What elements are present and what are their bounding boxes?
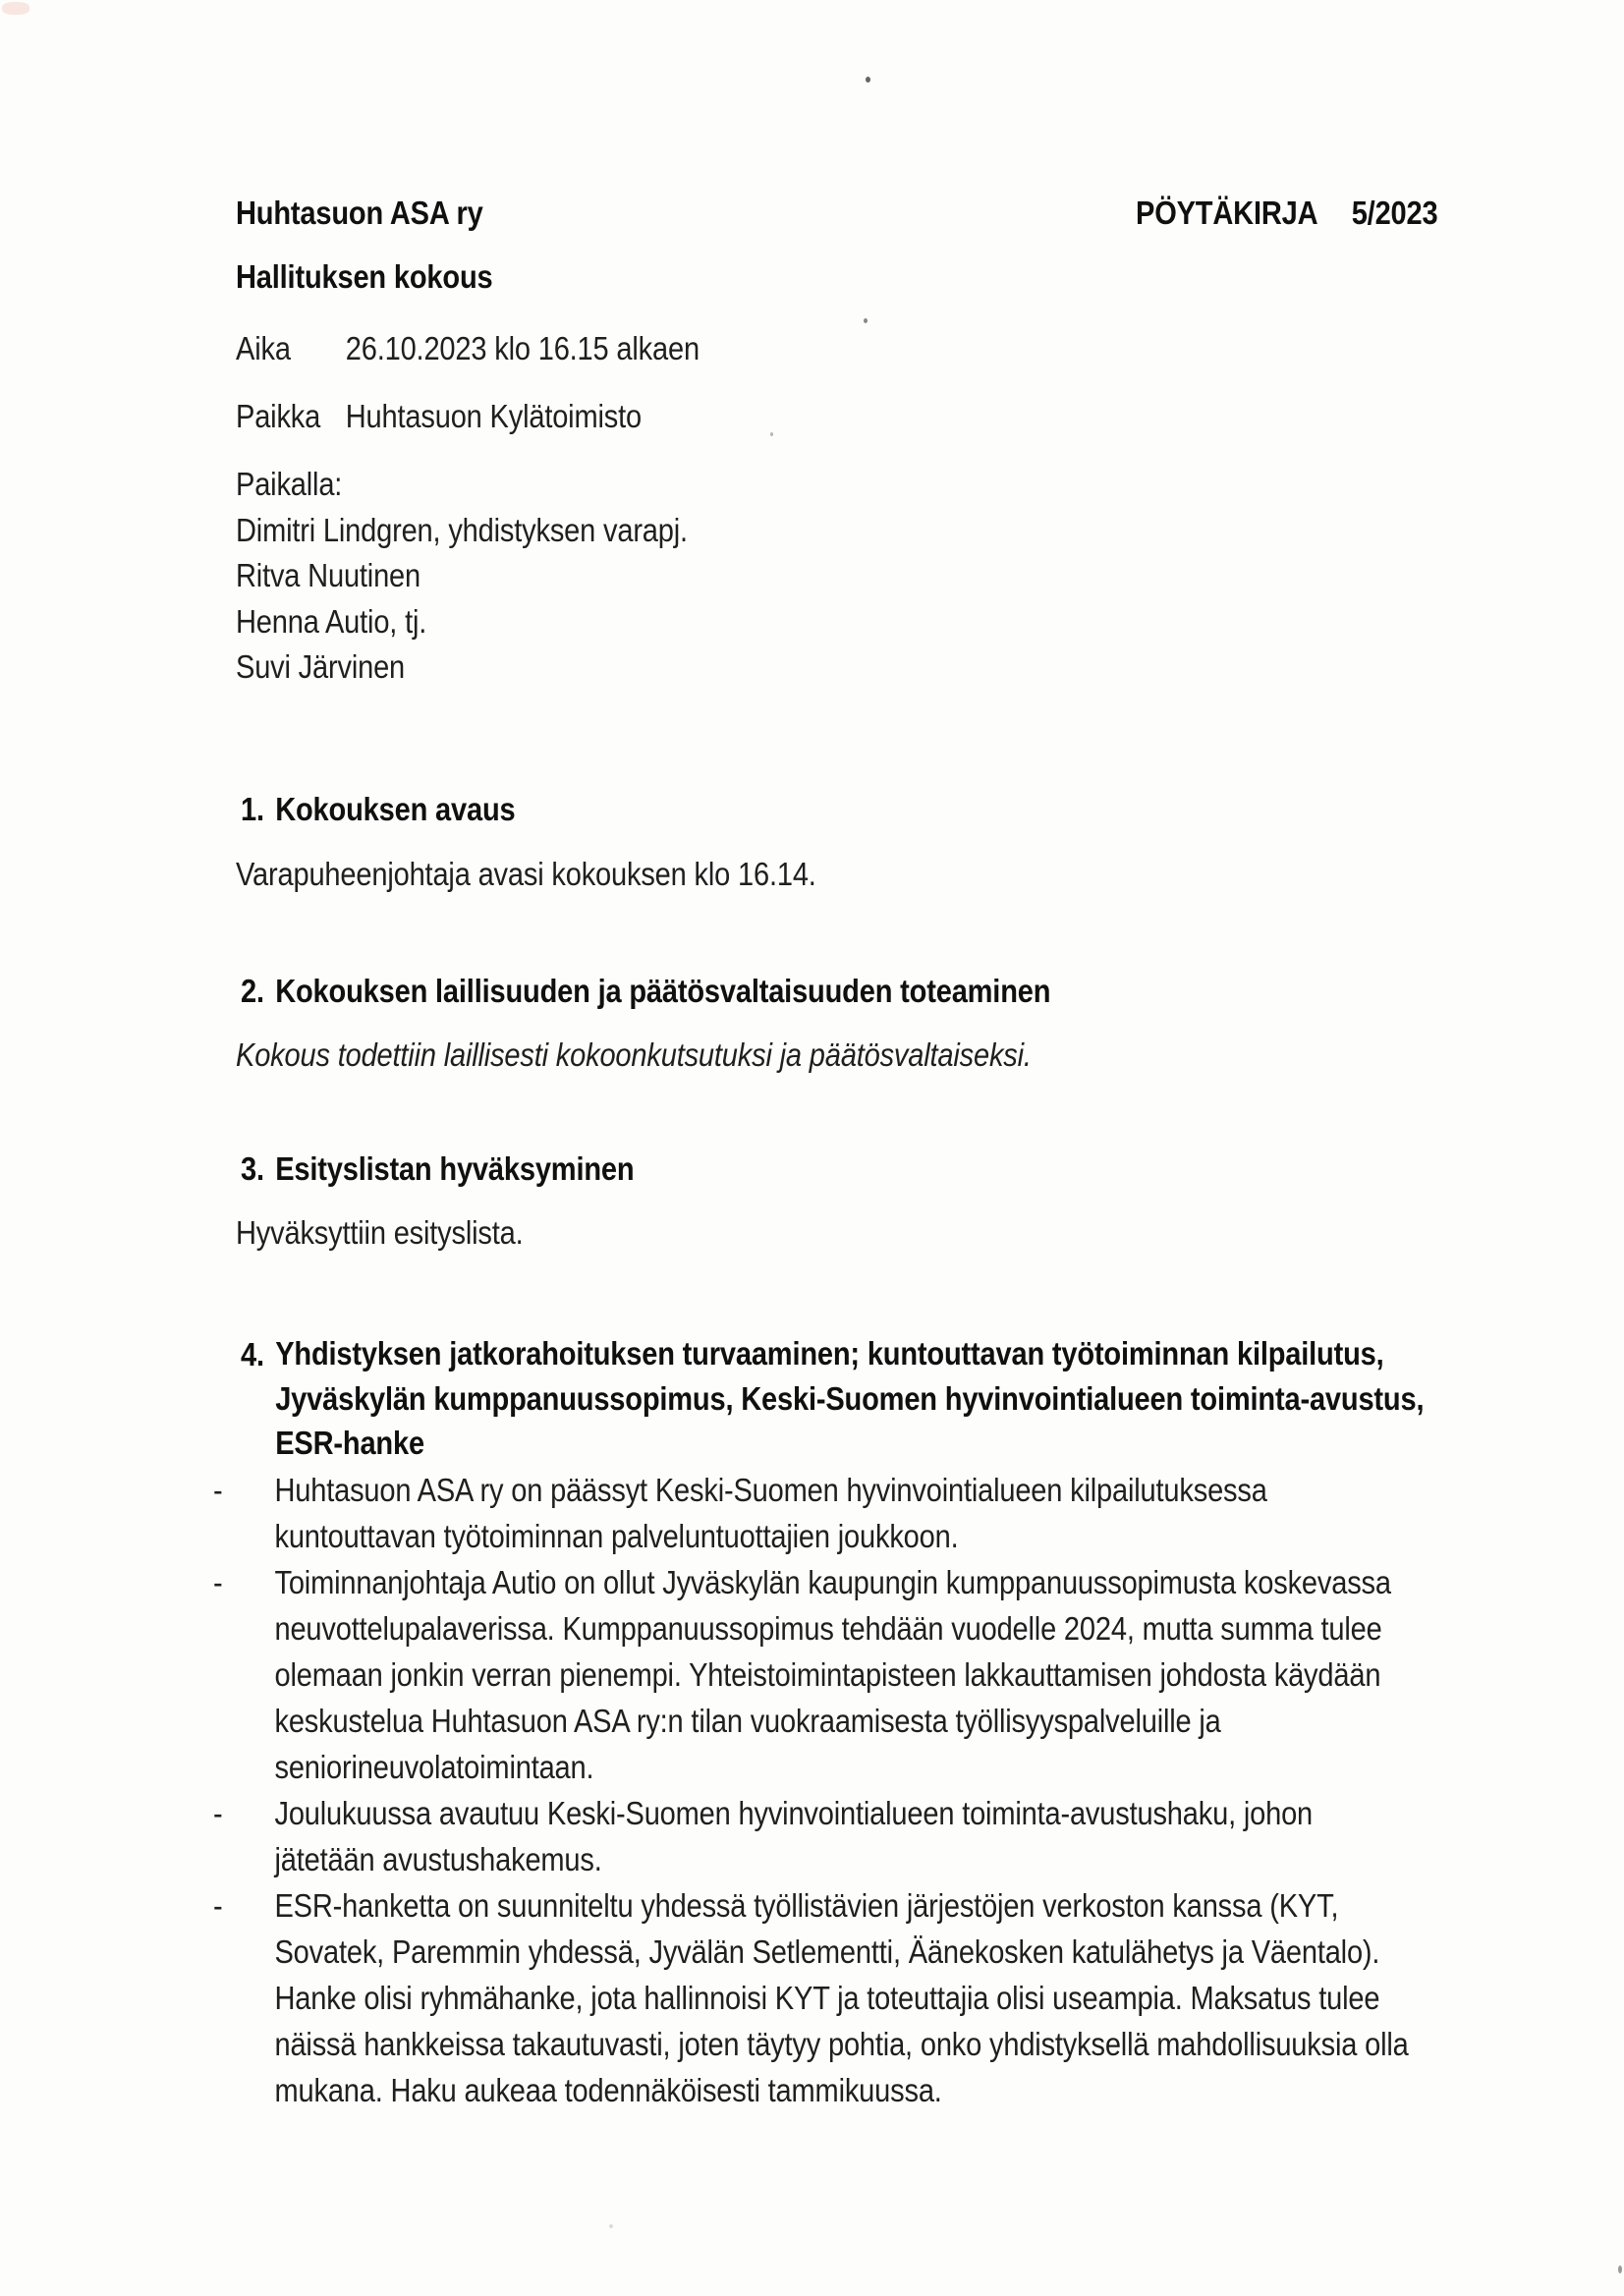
meta-row-time: [236, 325, 762, 371]
scan-artifact-dot: [770, 432, 773, 436]
bullet-text-line: Toiminnanjohtaja Autio on ollut Jyväskylän kaupungin kumppanuussopimusta koskevassa: [274, 1564, 1391, 1600]
document-header-right: [1136, 190, 1479, 236]
bullet-text-line: Hanke olisi ryhmähanke, jota hallinnoisi KYT ja toteuttajia olisi useampia. Maksatus tulee: [274, 1980, 1380, 2016]
attendees-label: Paikalla:: [236, 466, 343, 502]
attendee: Dimitri Lindgren, yhdistyksen varapj.: [236, 511, 688, 548]
document-reference: [1136, 190, 1437, 236]
bullet-text-line: neuvottelupalaverissa. Kumppanuussopimus tehdään vuodelle 2024, mutta summa tulee: [274, 1610, 1382, 1647]
section-3-body-text: Hyväksyttiin esityslista.: [236, 1214, 524, 1251]
section-3-title: Esityslistan hyväksyminen: [275, 1150, 635, 1187]
bullet-item: [213, 1790, 1409, 1882]
meeting-title: Hallituksen kokous: [236, 258, 493, 295]
attendee: Ritva Nuutinen: [236, 557, 421, 593]
bullet-text-line: Sovatek, Paremmin yhdessä, Jyvälän Setlementti, Äänekosken katulähetys ja Väentalo).: [274, 1933, 1380, 1970]
section-4-number: 4.: [241, 1336, 264, 1372]
section-4-title: [275, 1331, 1424, 1466]
meta-value-time: 26.10.2023 klo 16.15 alkaen: [345, 330, 700, 366]
attendee: Suvi Järvinen: [236, 648, 406, 685]
section-4-bullet-list: [213, 1467, 1572, 2113]
bullet-text-line: seniorineuvolatoimintaan.: [274, 1749, 594, 1785]
bullet-dash: -: [213, 1795, 223, 1831]
bullet-item: [213, 1882, 1409, 2113]
section-4-title-line: Yhdistyksen jatkorahoituksen turvaaminen; kuntouttavan työtoiminnan kilpailutus,: [275, 1335, 1384, 1372]
document-header-left: [236, 190, 517, 236]
section-1-title: Kokouksen avaus: [275, 791, 516, 827]
bullet-text-line: mukana. Haku aukeaa todennäköisesti tammikuussa.: [274, 2072, 942, 2108]
meeting-title-row: [236, 253, 528, 300]
bullet-item: [213, 1559, 1409, 1790]
meta-row-place: [236, 393, 697, 439]
section-2-body: [236, 1032, 1140, 1078]
bullet-dash: -: [213, 1887, 223, 1924]
bullet-text-line: keskustelua Huhtasuon ASA ry:n tilan vuokraamisesta työllisyyspalveluille ja: [274, 1703, 1221, 1739]
bullet-text-line: olemaan jonkin verran pienempi. Yhteistoimintapisteen lakkauttamisen johdosta käydään: [274, 1656, 1381, 1693]
meta-label-place: Paikka: [236, 398, 321, 434]
bullet-text-line: jätetään avustushakemus.: [274, 1841, 602, 1877]
bullet-dash: -: [213, 1564, 223, 1600]
scan-artifact-smudge: [2, 2, 29, 15]
document-number: 5/2023: [1351, 195, 1438, 231]
bullet-text-line: näissä hankkeissa takautuvasti, joten täytyy pohtia, onko yhdistyksellä mahdollisuuksia olla: [274, 2026, 1409, 2062]
scan-artifact-dot: [864, 318, 868, 323]
bullet-text-line: Joulukuussa avautuu Keski-Suomen hyvinvointialueen toiminta-avustushaku, johon: [274, 1795, 1314, 1831]
section-2-heading: [241, 968, 1161, 1014]
section-1-body-text: Varapuheenjohtaja avasi kokouksen klo 16.14.: [236, 856, 816, 892]
bullet-text-line: ESR-hanketta on suunniteltu yhdessä työllistävien järjestöjen verkoston kanssa (KYT,: [274, 1887, 1339, 1924]
scan-artifact-dot: [609, 2224, 613, 2228]
section-1-heading: [241, 786, 553, 832]
section-1-number: 1.: [241, 791, 264, 827]
organization-name: Huhtasuon ASA ry: [236, 195, 483, 231]
section-3-number: 3.: [241, 1150, 264, 1187]
bullet-dash: -: [213, 1472, 223, 1508]
section-3-body: [236, 1209, 562, 1256]
section-2-number: 2.: [241, 973, 264, 1009]
section-4-title-line: ESR-hanke: [275, 1425, 424, 1461]
scan-artifact-dot: [866, 77, 870, 83]
section-2-title: Kokouksen laillisuuden ja päätösvaltaisuuden toteaminen: [275, 973, 1051, 1009]
attendee: Henna Autio, tj.: [236, 602, 427, 640]
meta-value-place: Huhtasuon Kylätoimisto: [345, 398, 642, 434]
meta-label-time: Aika: [236, 330, 291, 366]
section-3-heading: [241, 1146, 688, 1192]
scan-artifact-dot: [1618, 2266, 1622, 2273]
section-4-title-line: Jyväskylän kumppanuussopimus, Keski-Suomen hyvinvointialueen toiminta-avustus,: [275, 1379, 1425, 1417]
bullet-text-line: Huhtasuon ASA ry on päässyt Keski-Suomen hyvinvointialueen kilpailutuksessa: [274, 1472, 1267, 1508]
document-type-label: PÖYTÄKIRJA: [1136, 195, 1318, 231]
bullet-item: [213, 1467, 1409, 1559]
section-2-body-text: Kokous todettiin laillisesti kokoonkutsutuksi ja päätösvaltaiseksi.: [236, 1036, 1032, 1073]
bullet-text-line: kuntouttavan työtoiminnan palveluntuottajien joukkoon.: [274, 1518, 959, 1554]
attendees-block: [236, 462, 750, 691]
section-1-body: [236, 851, 895, 897]
section-4-heading: [241, 1331, 1586, 1466]
